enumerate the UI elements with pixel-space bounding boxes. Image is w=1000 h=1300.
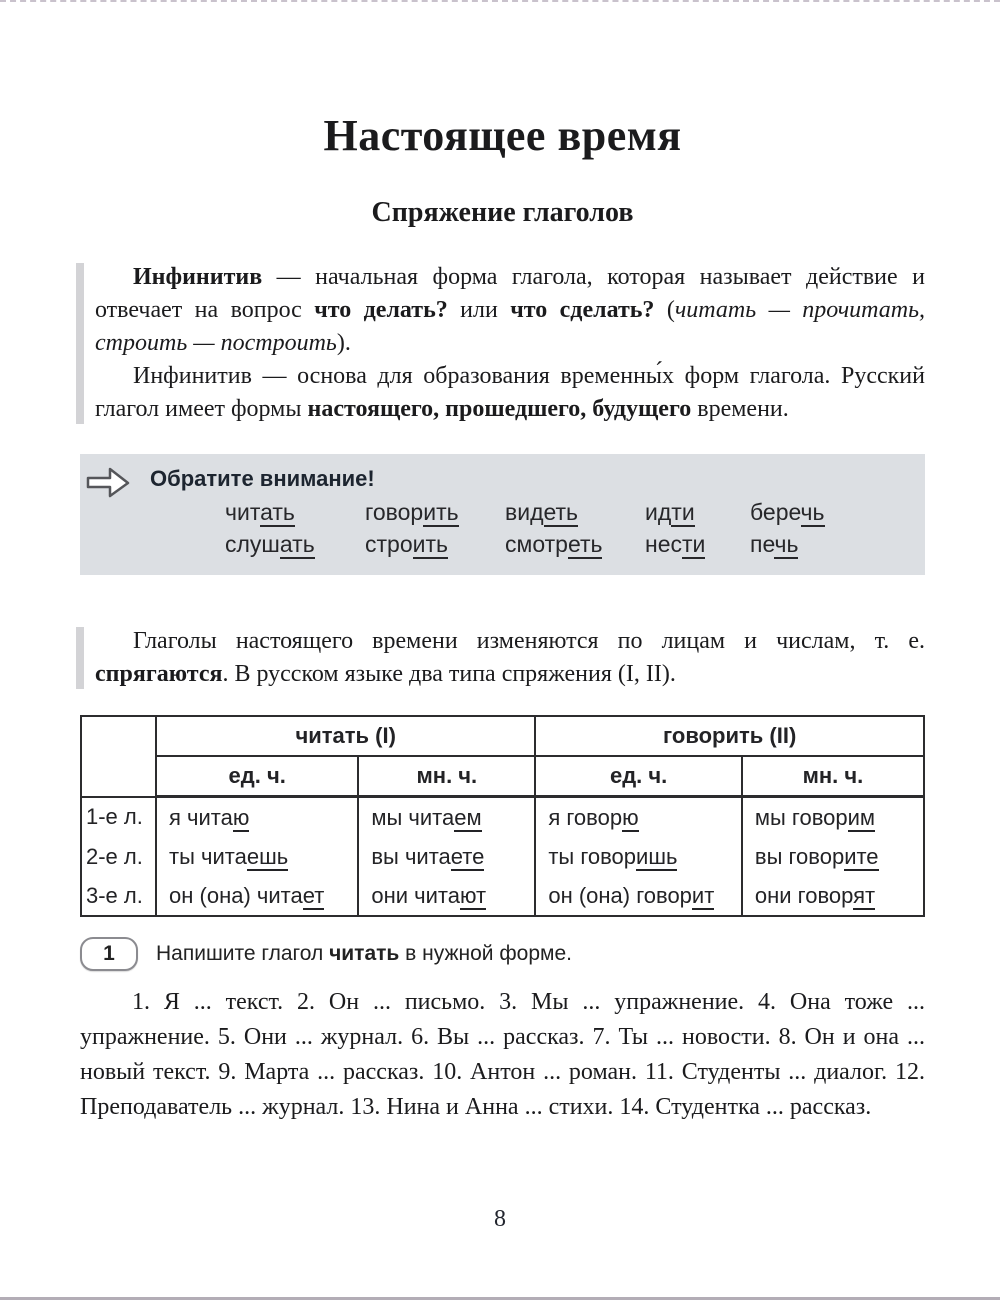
table-group-header-govorit: говорить (II) — [535, 716, 924, 756]
verb-word: слушать — [225, 531, 315, 557]
table-group-header-row — [81, 716, 924, 756]
section-subtitle: Спряжение глаголов — [371, 197, 634, 228]
table-sub-header: ед. ч. — [156, 756, 358, 797]
table-row — [81, 837, 924, 876]
table-row — [81, 876, 924, 916]
conjugation-cell: мы говорим — [742, 797, 924, 838]
conjugation-cell: они говорят — [742, 876, 924, 916]
conjugation-cell: ты читаешь — [156, 837, 358, 876]
verb-word: говорить — [365, 499, 459, 525]
row-label: 2-е л. — [81, 837, 156, 876]
table-sub-header: мн. ч. — [742, 756, 924, 797]
conjugation-cell: он (она) говорит — [535, 876, 742, 916]
exercise-header — [80, 937, 925, 971]
table-row — [81, 797, 924, 838]
notice-box — [80, 454, 925, 575]
conjugation-cell: мы читаем — [358, 797, 535, 838]
table-sub-header: ед. ч. — [535, 756, 742, 797]
conjugation-table — [80, 715, 925, 917]
exercise-1 — [80, 937, 925, 1125]
intro-block — [80, 261, 925, 426]
conjugation-cell: вы читаете — [358, 837, 535, 876]
conjugation-cell: я говорю — [535, 797, 742, 838]
conjugation-cell: я читаю — [156, 797, 358, 838]
right-arrow-icon — [85, 465, 131, 506]
verb-word: строить — [365, 531, 448, 557]
intro-paragraph-1: Инфинитив — начальная форма глагола, которая называет действие и отвечает на вопрос что делать? или что сделать? (читать — прочитать, строить — построить). — [95, 264, 926, 356]
exercise-body-text: 1. Я ... текст. 2. Он ... письмо. 3. Мы ... упражнение. 4. Она тоже ... упражнение. 5. Они ... журнал. 6. Вы ... рассказ. 7. Ты ... новости. 8. Он и она ... новый текст. 9. Марта ... рассказ. 10. Антон ... роман. 11. Студенты ... диалог. 12. Преподаватель ... журнал. 13. Нина и Анна ... стихи. 14. Студентка ... рассказ. — [80, 989, 925, 1120]
verb-word: беречь — [750, 499, 825, 525]
page-title: Настоящее время — [323, 111, 682, 160]
conjugation-cell: ты говоришь — [535, 837, 742, 876]
row-label: 3-е л. — [81, 876, 156, 916]
table-sub-header: мн. ч. — [358, 756, 535, 797]
intro-paragraph-2: Инфинитив — основа для образования временны́х форм глагола. Русский глагол имеет формы настоящего, прошедшего, будущего времени. — [95, 363, 925, 422]
conjugation-cell: они читают — [358, 876, 535, 916]
conjugation-cell: вы говорите — [742, 837, 924, 876]
verb-word: нести — [645, 531, 706, 557]
verb-word: читать — [225, 499, 295, 525]
page-number: 8 — [494, 1206, 506, 1232]
table-corner-cell — [81, 716, 156, 797]
page-content — [0, 110, 1000, 1125]
conjugation-intro-block — [80, 625, 925, 691]
conjugation-cell: он (она) читает — [156, 876, 358, 916]
table-sub-header-row — [81, 756, 924, 797]
verb-word: печь — [750, 531, 799, 557]
conjugation-intro-paragraph: Глаголы настоящего времени изменяются по лицам и числам, т. е. спрягаются. В русском языке два типа спряжения (I, II). — [95, 628, 925, 687]
verb-word: идти — [645, 499, 695, 525]
table-group-header-chitat: читать (I) — [156, 716, 535, 756]
notice-word-list — [225, 498, 905, 559]
exercise-number-badge: 1 — [80, 937, 138, 971]
verb-word: смотреть — [505, 531, 603, 557]
accent-bar — [76, 263, 84, 424]
verb-word: видеть — [505, 499, 579, 525]
accent-bar — [76, 627, 84, 689]
exercise-instruction: Напишите глагол читать в нужной форме. — [156, 942, 572, 965]
notice-heading: Обратите внимание! — [150, 466, 375, 491]
row-label: 1-е л. — [81, 797, 156, 838]
